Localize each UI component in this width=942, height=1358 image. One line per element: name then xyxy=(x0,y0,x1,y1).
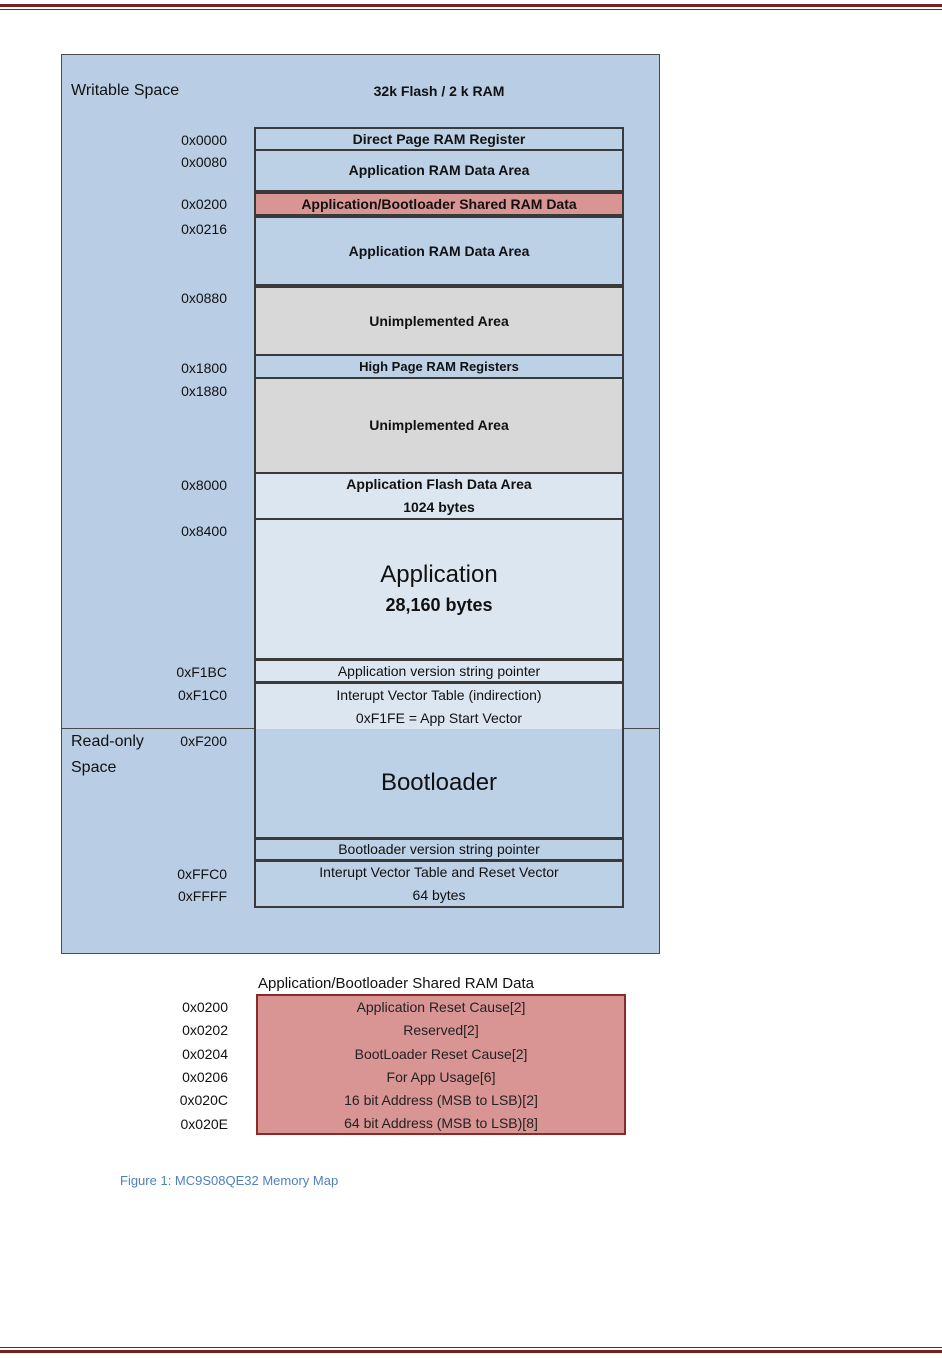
address-label: 0xFFFF xyxy=(178,888,227,904)
high-page-ram-block xyxy=(254,354,624,379)
bottom-rule xyxy=(0,1350,942,1353)
figure-caption: Figure 1: MC9S08QE32 Memory Map xyxy=(120,1173,339,1188)
address-label: 0xFFC0 xyxy=(177,866,227,882)
boot-ivt-block xyxy=(254,860,624,908)
application-block xyxy=(254,518,624,660)
address-label: 0xF1BC xyxy=(176,664,227,680)
shared-table-title: Application/Bootloader Shared RAM Data xyxy=(258,975,534,992)
readonly-space-label-2: Space xyxy=(71,759,117,776)
bootloader-block xyxy=(254,729,624,839)
block-label: Application RAM Data Area xyxy=(348,242,530,259)
writable-space-label: Writable Space xyxy=(71,82,180,99)
shared-ram-table xyxy=(256,994,626,1135)
unimplemented-block-1 xyxy=(254,286,624,356)
block-label: Bootloader xyxy=(380,769,498,796)
shared-table-row: BootLoader Reset Cause[2] xyxy=(354,1045,528,1062)
block-label: Bootloader version string pointer xyxy=(338,841,540,857)
unimplemented-block-2 xyxy=(254,377,624,474)
readonly-space-label-1: Read-only xyxy=(71,733,144,750)
memory-map-header: 32k Flash / 2 k RAM xyxy=(373,83,505,99)
app-ivt-block xyxy=(254,682,624,729)
shared-table-address: 0x020E xyxy=(180,1115,228,1132)
block-sublabel: 1024 bytes xyxy=(403,499,475,515)
top-rule-thin xyxy=(0,9,942,10)
address-label: 0x0080 xyxy=(181,154,227,170)
shared-table-row: Reserved[2] xyxy=(403,1022,479,1039)
address-label: 0x8400 xyxy=(181,523,227,539)
app-version-pointer-block xyxy=(254,659,624,683)
shared-table-row: For App Usage[6] xyxy=(386,1068,496,1085)
block-label: Interupt Vector Table (indirection) xyxy=(336,686,542,703)
block-label: High Page RAM Registers xyxy=(359,359,519,374)
block-label: Application Flash Data Area xyxy=(346,476,532,492)
address-label: 0x0216 xyxy=(181,221,227,237)
block-label: Unimplemented Area xyxy=(369,312,509,329)
address-label: 0x0000 xyxy=(181,132,227,148)
shared-table-address: 0x020C xyxy=(179,1092,228,1109)
block-sublabel: 0xF1FE = App Start Vector xyxy=(355,709,523,726)
address-label: 0x8000 xyxy=(181,477,227,493)
app-ram-block-2 xyxy=(254,216,624,286)
address-label: 0x0880 xyxy=(181,290,227,306)
block-sublabel: 28,160 bytes xyxy=(385,595,493,615)
shared-table-row: 64 bit Address (MSB to LSB)[8] xyxy=(344,1115,538,1132)
top-rule xyxy=(0,4,942,7)
block-sublabel: 64 bytes xyxy=(412,887,466,903)
address-label: 0xF200 xyxy=(180,733,227,749)
block-label: Application/Bootloader Shared RAM Data xyxy=(301,195,577,212)
shared-table-address: 0x0204 xyxy=(182,1045,228,1062)
address-label: 0xF1C0 xyxy=(177,687,227,703)
shared-table-row: Application Reset Cause[2] xyxy=(356,999,526,1015)
boot-version-pointer-block xyxy=(254,838,624,861)
shared-table-address: 0x0200 xyxy=(182,999,228,1015)
shared-ram-block xyxy=(254,192,624,216)
bottom-rule-thin xyxy=(0,1347,942,1348)
block-label: Direct Page RAM Register xyxy=(352,130,526,147)
app-flash-data-block xyxy=(254,472,624,520)
direct-page-ram-block xyxy=(254,127,624,151)
shared-table-address: 0x0202 xyxy=(182,1022,228,1039)
block-label: Unimplemented Area xyxy=(369,417,509,433)
address-label: 0x0200 xyxy=(181,196,227,212)
address-label: 0x1800 xyxy=(181,360,227,376)
block-label: Application RAM Data Area xyxy=(348,162,530,178)
shared-table-address: 0x0206 xyxy=(182,1068,228,1085)
shared-table-row: 16 bit Address (MSB to LSB)[2] xyxy=(344,1092,538,1109)
block-label: Interupt Vector Table and Reset Vector xyxy=(319,864,559,880)
address-label: 0x1880 xyxy=(181,383,227,399)
block-label: Application xyxy=(380,561,498,588)
block-label: Application version string pointer xyxy=(337,662,541,679)
app-ram-block-1 xyxy=(254,149,624,192)
